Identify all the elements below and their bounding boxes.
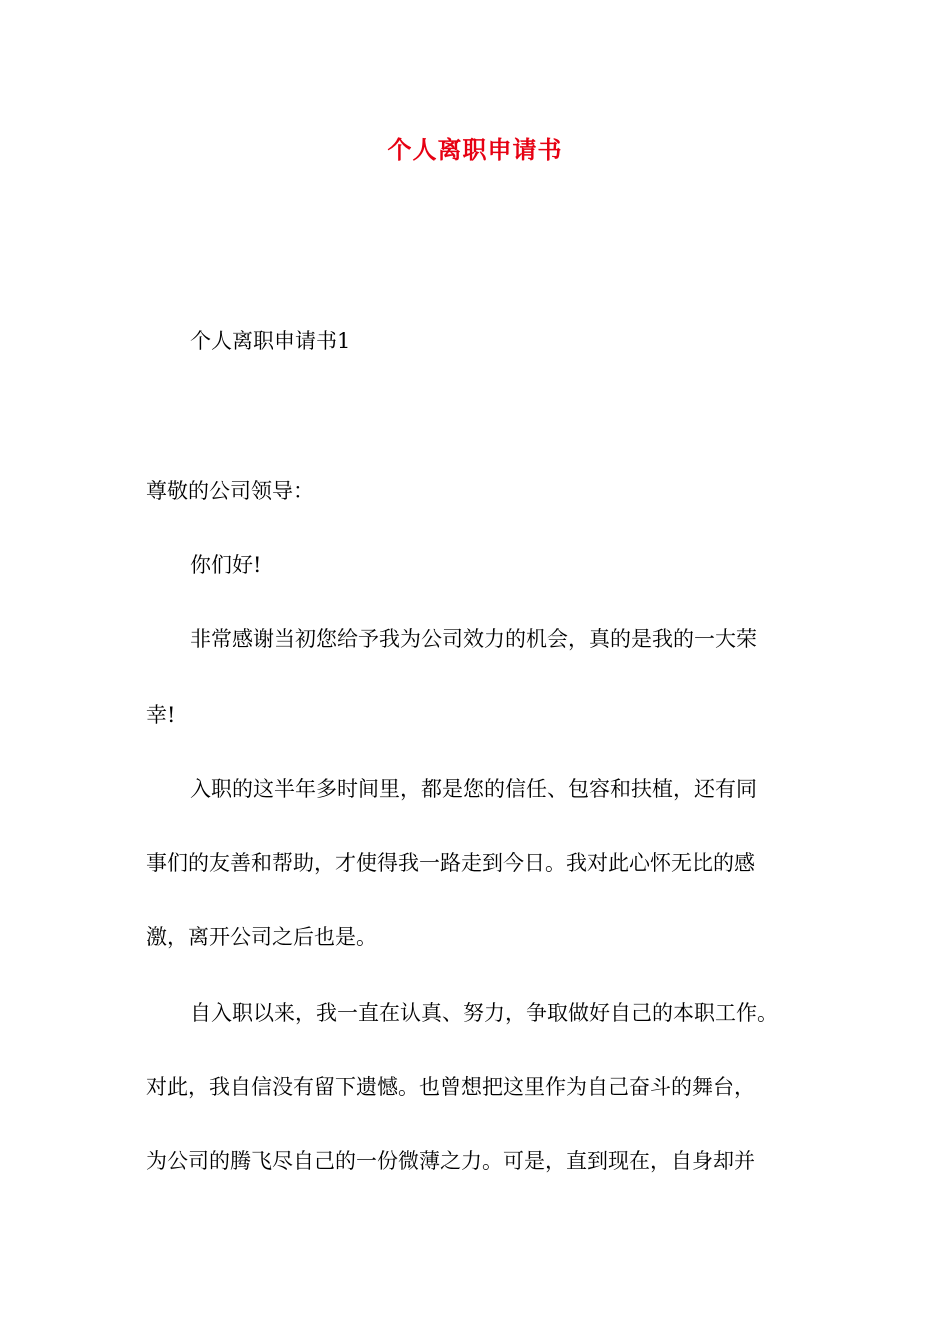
paragraph-line: 对此，我自信没有留下遗憾。也曾想把这里作为自己奋斗的舞台，	[146, 1075, 755, 1099]
paragraph-line: 激，离开公司之后也是。	[146, 925, 377, 949]
section-heading: 个人离职申请书1	[190, 329, 351, 353]
paragraph-line: 入职的这半年多时间里，都是您的信任、包容和扶植，还有同	[190, 777, 757, 801]
paragraph-line: 事们的友善和帮助，才使得我一路走到今日。我对此心怀无比的感	[146, 851, 755, 875]
paragraph-line: 自入职以来，我一直在认真、努力，争取做好自己的本职工作。	[190, 1001, 778, 1025]
document-title: 个人离职申请书	[387, 135, 563, 164]
paragraph-line: 非常感谢当初您给予我为公司效力的机会，真的是我的一大荣	[190, 627, 757, 651]
paragraph-line: 为公司的腾飞尽自己的一份微薄之力。可是，直到现在，自身却并	[146, 1149, 755, 1173]
paragraph-line: 你们好!	[190, 553, 262, 577]
salutation: 尊敬的公司领导：	[146, 479, 314, 503]
paragraph-line: 幸!	[146, 703, 176, 727]
